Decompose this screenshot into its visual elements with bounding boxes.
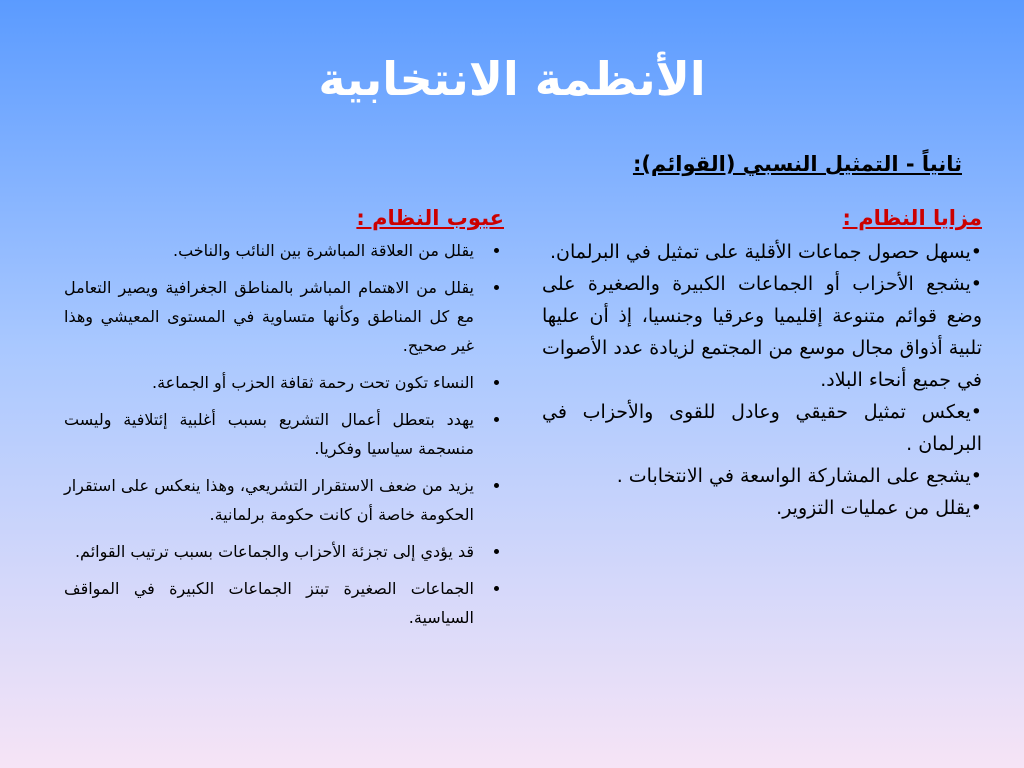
slide-title: الأنظمة الانتخابية: [318, 52, 706, 106]
advantage-item: •يشجع على المشاركة الواسعة في الانتخابات .: [616, 465, 982, 487]
disadvantage-item: • النساء تكون تحت رحمة ثقافة الحزب أو الجماعة.: [64, 368, 482, 397]
advantages-heading: مزايا النظام :: [842, 206, 982, 230]
advantage-item: •يقلل من عمليات التزوير.: [776, 497, 982, 519]
advantage-item: •يسهل حصول جماعات الأقلية على تمثيل في البرلمان.: [550, 241, 982, 263]
disadvantages-list: [64, 236, 504, 632]
section-subtitle: ثانياً - التمثيل النسبي (القوائم):: [632, 152, 962, 176]
disadvantage-item: • يزيد من ضعف الاستقرار التشريعي، وهذا ينعكس على استقرار الحكومة خاصة أن كانت حكومة برلمانية.: [64, 471, 482, 529]
disadvantage-item: • الجماعات الصغيرة تبتز الجماعات الكبيرة في المواقف السياسية.: [64, 574, 482, 632]
advantage-item: •يشجع الأحزاب أو الجماعات الكبيرة والصغيرة على وضع قوائم متنوعة إقليميا وعرقيا وجنسيا، إذ أن عليها تلبية أذواق مجال موسع من المجتمع لزيادة عدد الأصوات في جميع أنحاء البلاد.: [542, 273, 982, 391]
disadvantage-item: • يقلل من العلاقة المباشرة بين النائب والناخب.: [64, 236, 482, 265]
disadvantage-item: • يقلل من الاهتمام المباشر بالمناطق الجغرافية ويصير التعامل مع كل المناطق وكأنها متساوية في المستوى المعيشي وهذا غير صحيح.: [64, 273, 482, 360]
advantage-item: •يعكس تمثيل حقيقي وعادل للقوى والأحزاب في البرلمان .: [542, 401, 982, 455]
disadvantages-column: [64, 206, 504, 640]
advantages-column: [542, 206, 982, 524]
disadvantage-item: • قد يؤدي إلى تجزئة الأحزاب والجماعات بسبب ترتيب القوائم.: [64, 537, 482, 566]
disadvantages-heading: عيوب النظام :: [356, 206, 504, 230]
advantages-list: [542, 236, 982, 524]
disadvantage-item: • يهدد بتعطل أعمال التشريع بسبب أغلبية إئتلافية وليست منسجمة سياسيا وفكريا.: [64, 405, 482, 463]
